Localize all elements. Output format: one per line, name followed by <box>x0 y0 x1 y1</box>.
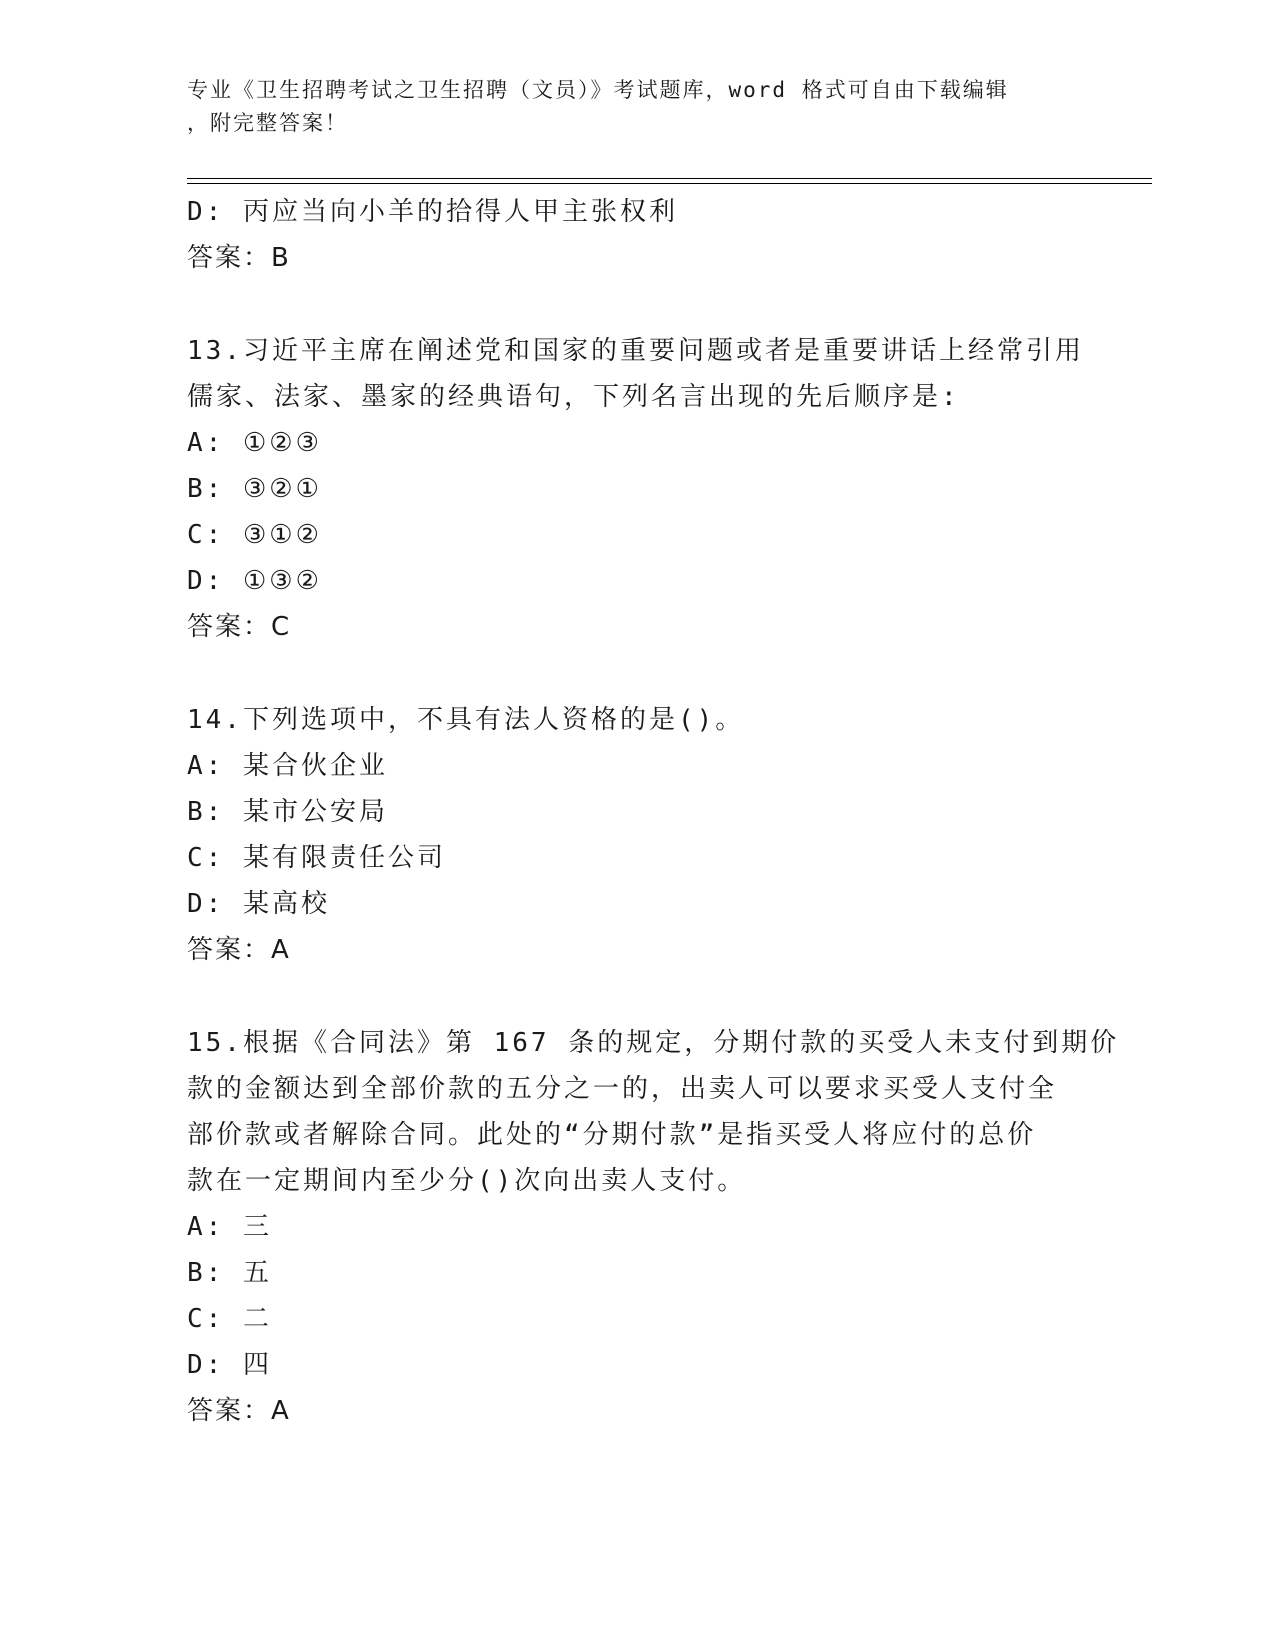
header-divider-bottom <box>187 183 1152 184</box>
q15-option-b: B: 五 <box>187 1258 272 1288</box>
spacer <box>187 281 1087 328</box>
header-line-2: ，附完整答案！ <box>187 111 348 135</box>
q12-answer: 答案：B <box>187 243 291 273</box>
spacer <box>187 973 1087 1020</box>
q14-option-d: D: 某高校 <box>187 889 330 919</box>
q15-stem-line-3: 部价款或者解除合同。此处的“分期付款”是指买受人将应付的总价 <box>187 1120 1037 1150</box>
q15-stem-line-1: 15.根据《合同法》第 167 条的规定，分期付款的买受人未支付到期价 <box>187 1028 1120 1058</box>
q13-stem-line-2: 儒家、法家、墨家的经典语句，下列名言出现的先后顺序是: <box>187 382 960 412</box>
q15-option-d: D: 四 <box>187 1350 272 1380</box>
header-divider-top <box>187 178 1152 179</box>
q15-stem-line-4: 款在一定期间内至少分()次向出卖人支付。 <box>187 1166 747 1196</box>
q13-option-a: A: ①②③ <box>187 428 322 458</box>
q14-answer: 答案：A <box>187 935 291 965</box>
q13-option-d: D: ①③② <box>187 566 322 596</box>
q14-stem: 14.下列选项中，不具有法人资格的是()。 <box>187 705 745 735</box>
q14-option-b: B: 某市公安局 <box>187 797 388 827</box>
q12-option-d: D: 丙应当向小羊的拾得人甲主张权利 <box>187 197 678 227</box>
q15-answer: 答案：A <box>187 1396 291 1426</box>
question-content <box>187 189 1120 1434</box>
q14-option-a: A: 某合伙企业 <box>187 751 388 781</box>
q15-option-a: A: 三 <box>187 1212 272 1242</box>
spacer <box>187 650 1087 697</box>
q13-option-c: C: ③①② <box>187 520 322 550</box>
q15-stem-line-2: 款的金额达到全部价款的五分之一的，出卖人可以要求买受人支付全 <box>187 1074 1058 1104</box>
q15-option-c: C: 二 <box>187 1304 272 1334</box>
q13-stem-line-1: 13.习近平主席在阐述党和国家的重要问题或者是重要讲话上经常引用 <box>187 336 1084 366</box>
document-header <box>187 74 1087 140</box>
q13-option-b: B: ③②① <box>187 474 322 504</box>
q13-answer: 答案：C <box>187 612 292 642</box>
header-line-1: 专业《卫生招聘考试之卫生招聘（文员）》考试题库，word 格式可自由下载编辑 <box>187 78 1009 102</box>
q14-option-c: C: 某有限责任公司 <box>187 843 446 873</box>
